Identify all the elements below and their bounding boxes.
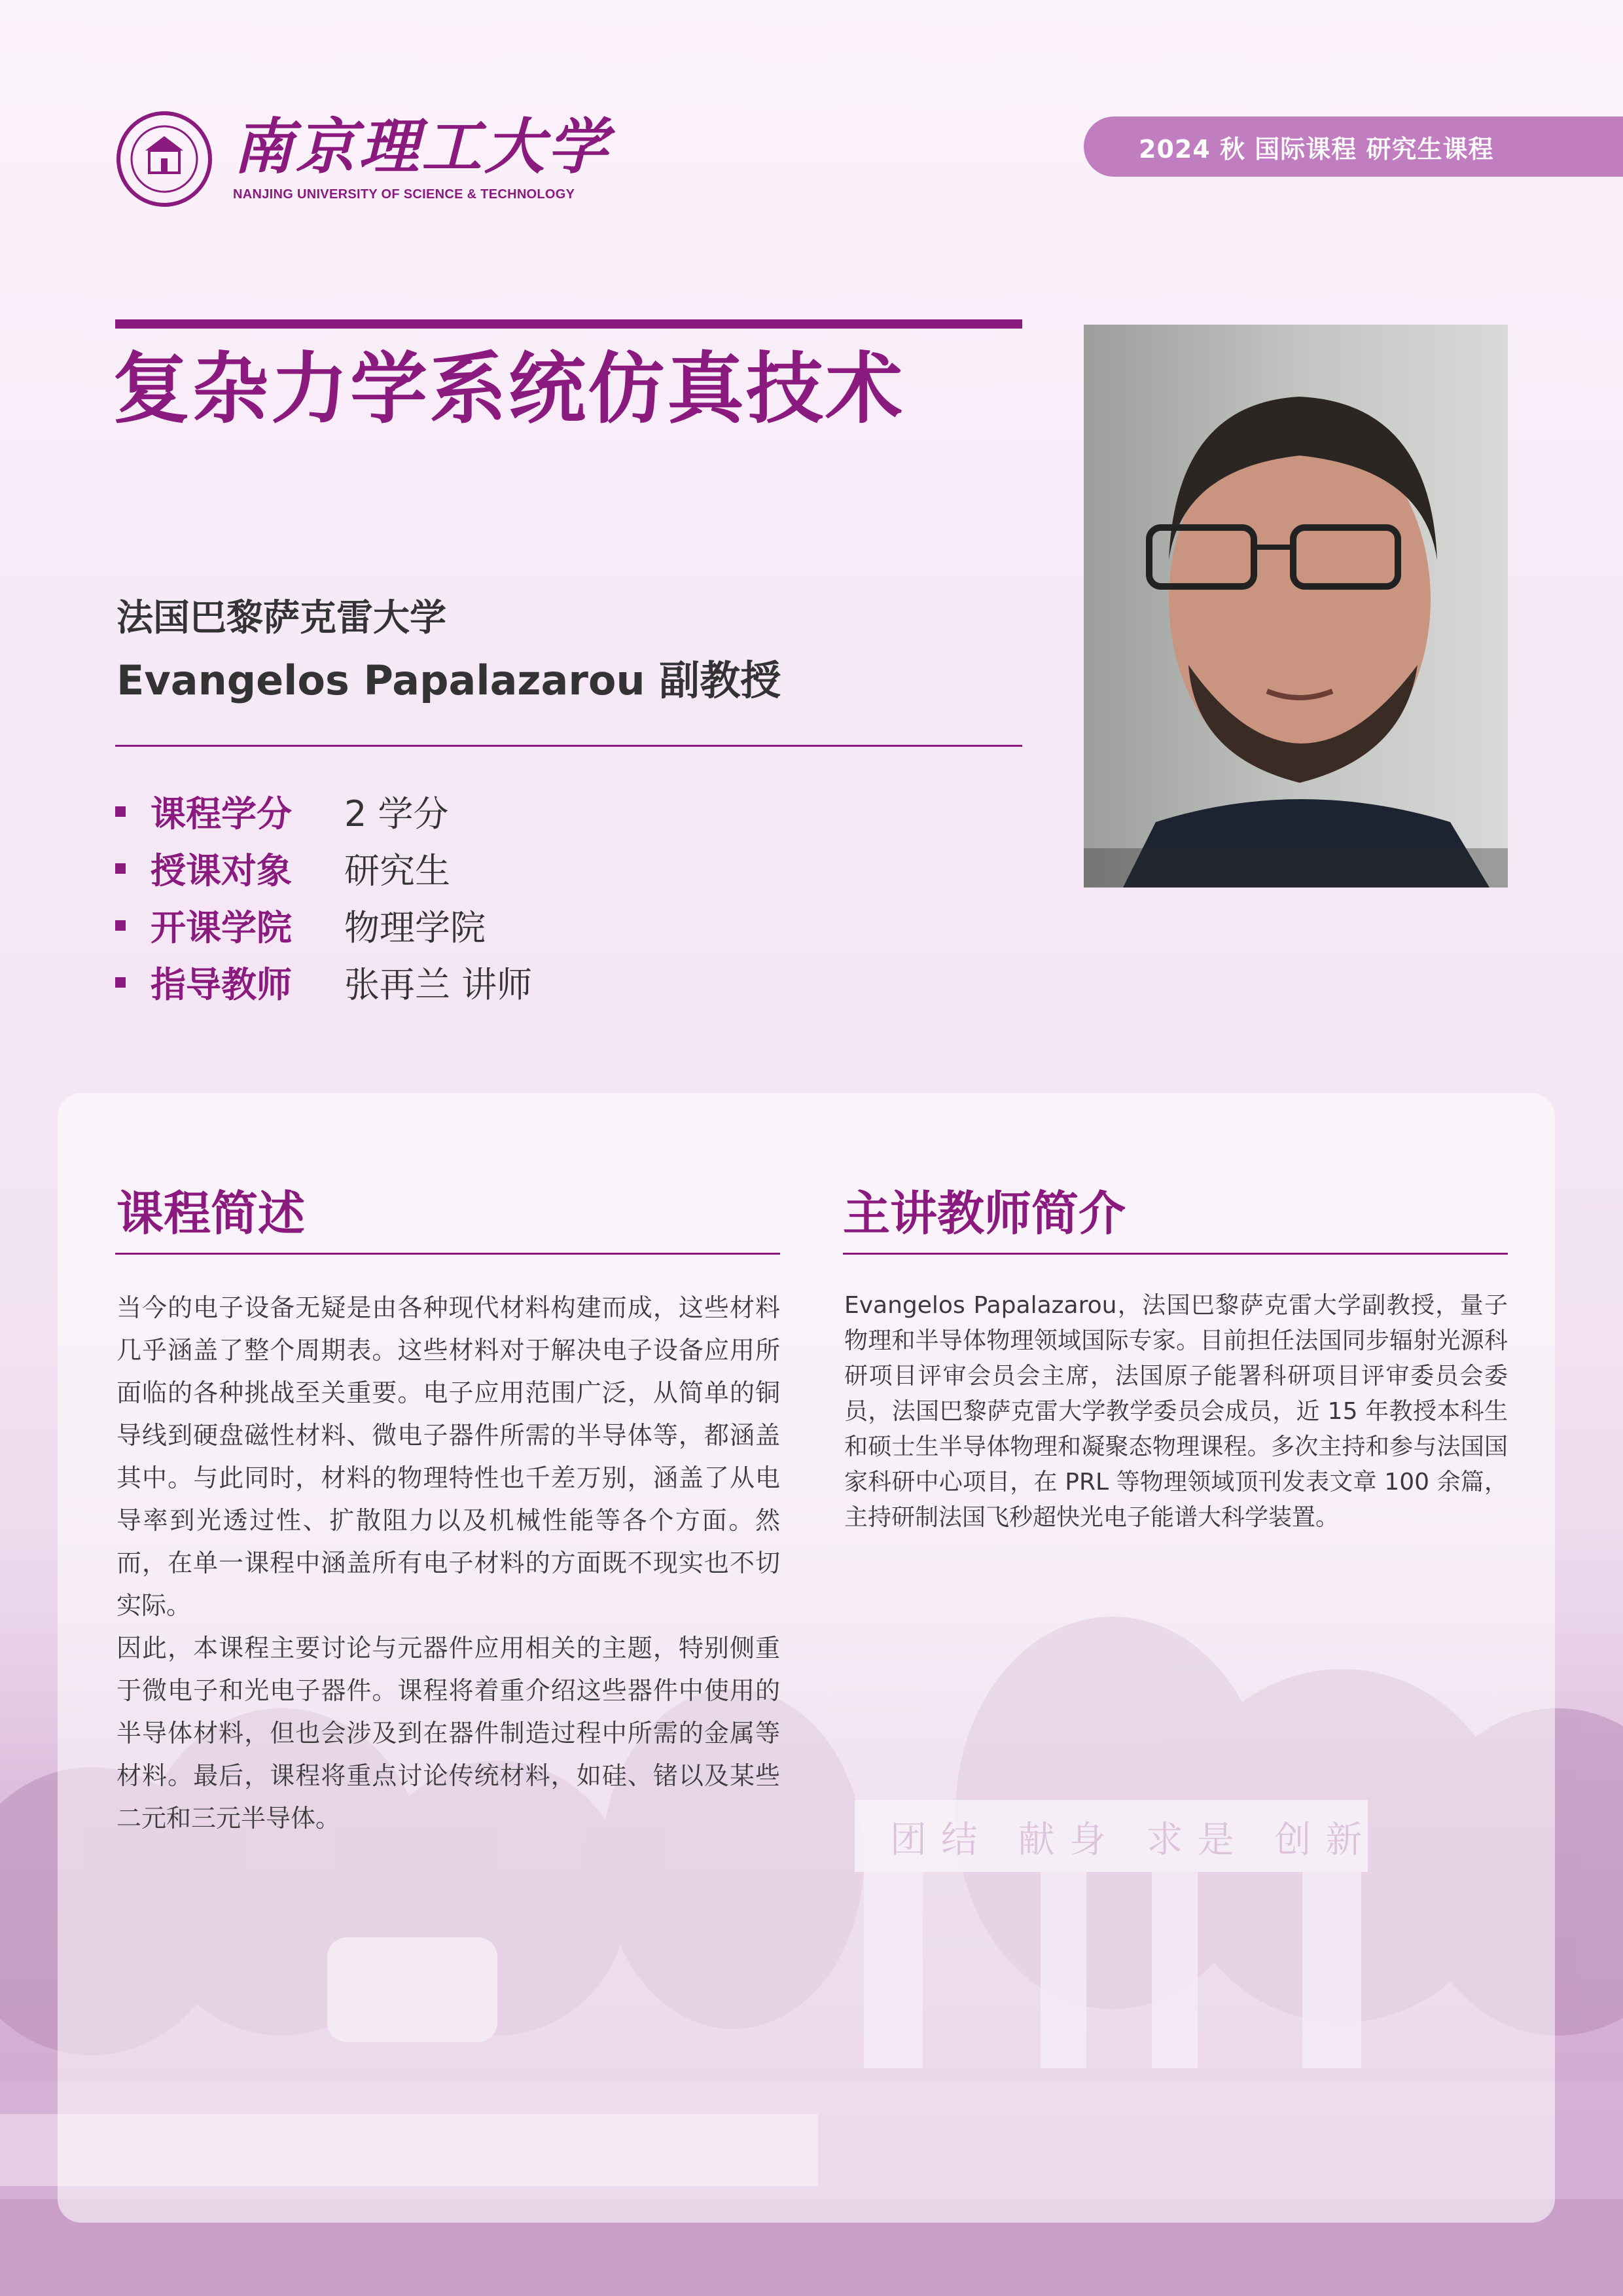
info-key: 开课学院 bbox=[151, 907, 292, 948]
info-value: 研究生 bbox=[344, 850, 450, 891]
info-value: 张再兰 讲师 bbox=[344, 964, 533, 1005]
overview-paragraph-1: 当今的电子设备无疑是由各种现代材料构建而成，这些材料几乎涵盖了整个周期表。这些材料对于解决电子设备应用所面临的各种挑战至关重要。电子应用范围广泛，从简单的铜导线到硬盘磁性材料、微电子器件所需的半导体等，都涵盖其中。与此同时，材料的物理特性也千差万别，涵盖了从电导率到光透过性、扩散阻力以及机械性能等各个方面。然而，在单一课程中涵盖所有电子材料的方面既不现实也不切实际。 bbox=[116, 1293, 780, 1620]
logo-text-en: NANJING UNIVERSITY OF SCIENCE & TECHNOLOGY bbox=[233, 187, 575, 202]
info-item bbox=[115, 783, 532, 840]
divider bbox=[115, 745, 1022, 747]
info-key: 授课对象 bbox=[151, 850, 292, 891]
overview-heading: 课程简述 bbox=[116, 1186, 306, 1241]
logo-text-cn: 南京理工大学 bbox=[233, 111, 611, 182]
bullet-square-icon bbox=[115, 863, 126, 874]
info-value: 2 学分 bbox=[344, 793, 449, 834]
lecturer-university: 法国巴黎萨克雷大学 bbox=[116, 597, 446, 639]
course-info-list bbox=[115, 783, 532, 1011]
semester-tag: 2024 秋 国际课程 研究生课程 bbox=[1084, 117, 1623, 177]
info-key: 课程学分 bbox=[151, 793, 292, 834]
lecturer-photo bbox=[1084, 325, 1508, 888]
overview-divider bbox=[115, 1253, 780, 1255]
info-item bbox=[115, 954, 532, 1011]
bullet-square-icon bbox=[115, 977, 126, 988]
bio-heading: 主讲教师简介 bbox=[843, 1186, 1126, 1241]
bullet-square-icon bbox=[115, 920, 126, 931]
course-title: 复杂力学系统仿真技术 bbox=[113, 344, 905, 434]
info-key: 指导教师 bbox=[151, 964, 292, 1005]
lecturer-name: Evangelos Papalazarou 副教授 bbox=[116, 656, 781, 704]
university-logo bbox=[115, 110, 610, 208]
bio-divider bbox=[843, 1253, 1508, 1255]
bio-text: Evangelos Papalazarou，法国巴黎萨克雷大学副教授，量子物理和半导体物理领域国际专家。目前担任法国同步辐射光源科研项目评审会员会主席，法国原子能署科研项目评审委员会委员，法国巴黎萨克雷大学教学委员会成员，近 15 年教授本科生和硕士生半导体物理和凝聚态物理课程。多次主持和参与法国国家科研中心项目，在 PRL 等物理领域顶刊发表文章 100 余篇，主持研制法国飞秒超快光电子能谱大科学装置。 bbox=[844, 1292, 1508, 1531]
overview-paragraph-2: 因此，本课程主要讨论与元器件应用相关的主题，特别侧重于微电子和光电子器件。课程将着重介绍这些器件中使用的半导体材料，但也会涉及到在器件制造过程中所需的金属等材料。最后，课程将重点讨论传统材料，如硅、锗以及某些二元和三元半导体。 bbox=[116, 1634, 780, 1833]
bullet-square-icon bbox=[115, 806, 126, 817]
info-value: 物理学院 bbox=[344, 907, 486, 948]
info-item bbox=[115, 897, 532, 954]
university-seal-icon bbox=[115, 110, 213, 208]
title-accent-bar bbox=[115, 319, 1022, 329]
info-item bbox=[115, 840, 532, 897]
